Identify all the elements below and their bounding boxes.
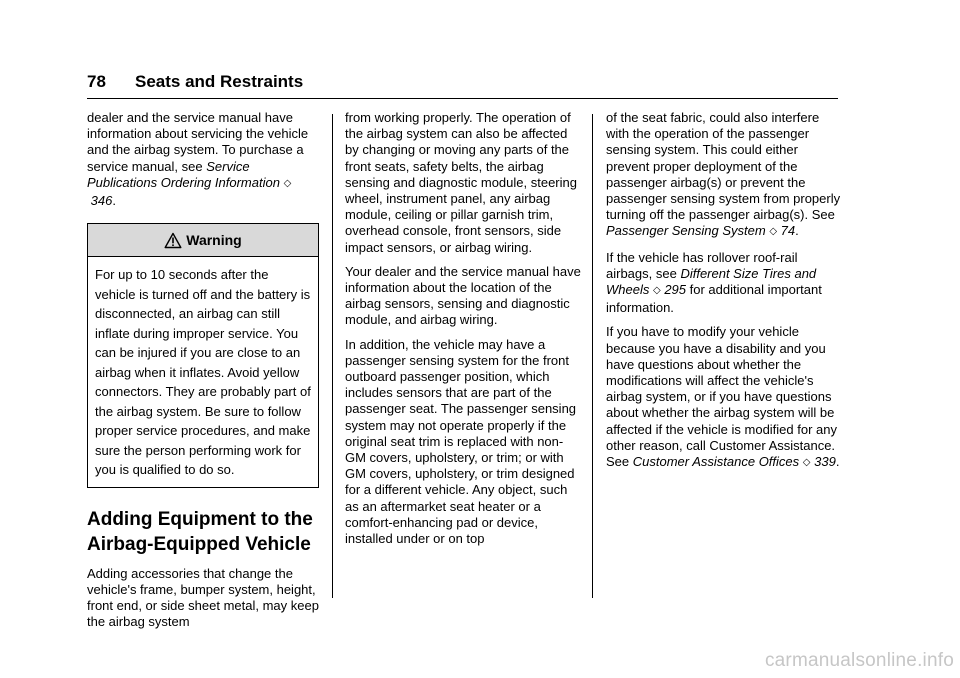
warning-box <box>87 223 319 488</box>
paragraph: of the seat fabric, could also interfere with the operation of the passenger sensing system. This could either prevent proper deployment of the passenger airbag(s) or prevent the passenger sensing system from properly turning off the passenger airbag(s). See Passenger Sensing System ◇ 74. <box>606 110 842 242</box>
page-reference[interactable]: 339 <box>814 454 836 470</box>
cross-reference-link[interactable]: Different Size Tires and Wheels <box>606 265 817 298</box>
page-reference[interactable]: 346 <box>90 193 113 209</box>
column-divider-2 <box>592 114 593 598</box>
paragraph: Adding accessories that change the vehicle's frame, bumper system, height, front end, or side sheet metal, may keep the airbag system <box>87 565 319 630</box>
page-reference[interactable]: 74 <box>780 223 796 239</box>
column-2 <box>345 110 583 555</box>
cross-reference-link[interactable]: Customer Assistance Offices <box>632 454 800 470</box>
watermark: carmanualsonline.info <box>764 650 954 671</box>
section-title-header: Seats and Restraints <box>135 72 304 91</box>
header-rule <box>87 98 838 99</box>
page-ref-arrow-icon: ◇ <box>802 457 811 469</box>
paragraph: If you have to modify your vehicle because you have a disability and you have questions about whether the modifications will affect the vehicle's airbag system, or if you have questions about whether the airbag system will be affected if the vehicle is modified for any other reason, call Customer Assistance. See Customer Assistance Offices ◇ 339. <box>606 324 842 472</box>
column-3 <box>606 110 842 480</box>
page-header <box>87 72 303 92</box>
paragraph: If the vehicle has rollover roof-rail airbags, see Different Size Tires and Wheels ◇ 295 for additional important information. <box>606 249 822 316</box>
page-ref-arrow-icon: ◇ <box>769 226 778 238</box>
page-ref-arrow-icon: ◇ <box>652 285 661 297</box>
paragraph: dealer and the service manual have information about servicing the vehicle and the airbag system. To purchase a service manual, see Service Publications Ordering Information ◇ 346. <box>87 110 309 209</box>
page-reference[interactable]: 295 <box>664 282 687 298</box>
warning-title: Warning <box>186 232 242 249</box>
cross-reference-link[interactable]: Service Publications Ordering Information <box>87 158 280 190</box>
section-heading: Adding Equipment to the Airbag-Equipped Vehicle <box>87 508 313 555</box>
paragraph: Your dealer and the service manual have information about the location of the airbag sensors, sensing and diagnostic module, and airbag wiring. <box>345 263 581 328</box>
column-1 <box>87 110 319 639</box>
warning-text: For up to 10 seconds after the vehicle is turned off and the battery is disconnected, an airbag can still inflate during improper service. You can be injured if you are close to an airbag when it inflates. Avoid yellow connectors. They are probably part of the airbag system. Be sure to follow proper service procedures, and make sure the person performing work for you is qualified to do so. <box>95 267 311 478</box>
warning-header <box>88 224 318 257</box>
column-divider-1 <box>332 114 333 598</box>
warning-triangle-icon <box>164 232 182 249</box>
paragraph: from working properly. The operation of the airbag system can also be affected by changing or moving any parts of the front seats, safety belts, the airbag sensing and diagnostic module, steering wheel, instrument panel, any airbag module, ceiling or pillar garnish trim, overhead console, front sensors, side impact sensors, or airbag wiring. <box>345 110 577 255</box>
paragraph: In addition, the vehicle may have a passenger sensing system for the front outboard passenger position, which includes sensors that are part of the passenger seat. The passenger sensing system may not operate properly if the original seat trim is replaced with non-GM covers, upholstery, or trim; or with GM covers, upholstery, or trim designed for a different vehicle. Any object, such as an aftermarket seat heater or a comfort-enhancing pad or device, installed under or on top <box>345 336 577 547</box>
cross-reference-link[interactable]: Passenger Sensing System <box>606 223 766 239</box>
page-number: 78 <box>87 72 106 91</box>
page-ref-arrow-icon: ◇ <box>283 177 292 189</box>
